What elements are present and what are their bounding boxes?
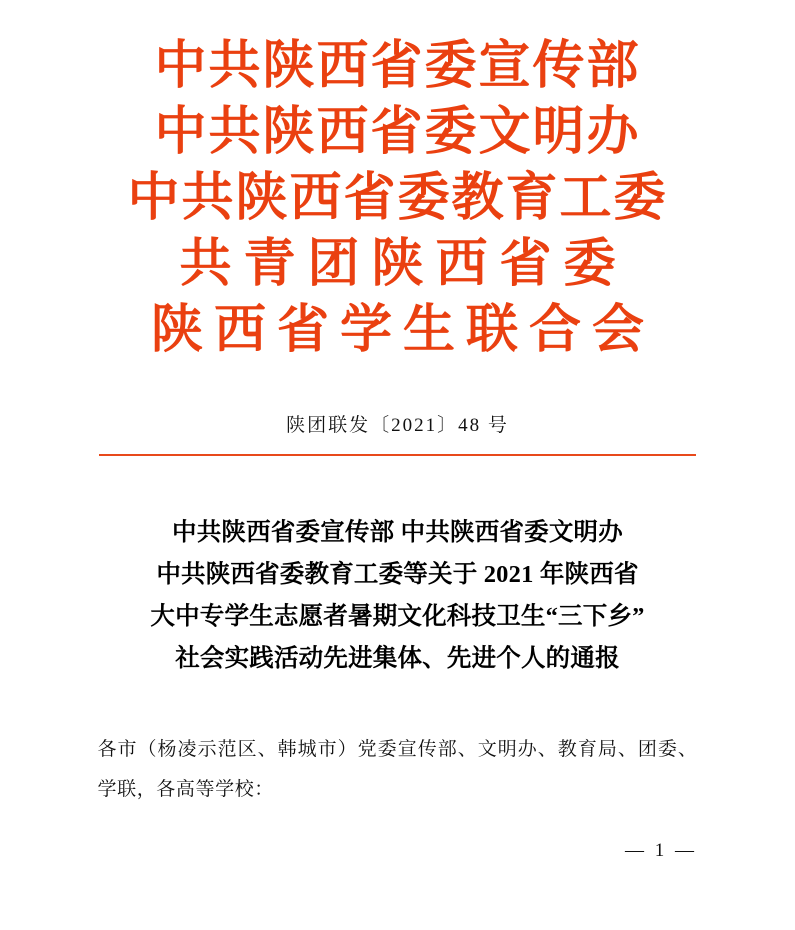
header-rule: [99, 454, 696, 456]
letterhead-line-3: 中共陕西省委教育工委: [127, 170, 668, 227]
document-body: [98, 730, 698, 810]
letterhead-line-5: 陕西省学生联合会: [150, 302, 655, 359]
letterhead-line-2: 中共陕西省委文明办: [154, 104, 641, 161]
title-line-2: 中共陕西省委教育工委等关于 2021 年陕西省: [156, 561, 639, 588]
letterhead-line-1: 中共陕西省委宣传部: [154, 38, 641, 95]
letterhead: [0, 0, 795, 364]
letterhead-line-4: 共青团陕西省委: [179, 236, 628, 293]
title-line-4: 社会实践活动先进集体、先进个人的通报: [175, 645, 620, 672]
page-number: — 1 —: [625, 840, 697, 861]
document-number: 陕团联发〔2021〕48 号: [286, 415, 509, 436]
title-line-1: 中共陕西省委宣传部 中共陕西省委文明办: [172, 519, 623, 546]
document-title: [98, 512, 698, 680]
body-paragraph: 各市（杨凌示范区、韩城市）党委宣传部、文明办、教育局、团委、学联，各高等学校：: [97, 739, 698, 800]
title-line-3: 大中专学生志愿者暑期文化科技卫生“三下乡”: [150, 603, 645, 630]
